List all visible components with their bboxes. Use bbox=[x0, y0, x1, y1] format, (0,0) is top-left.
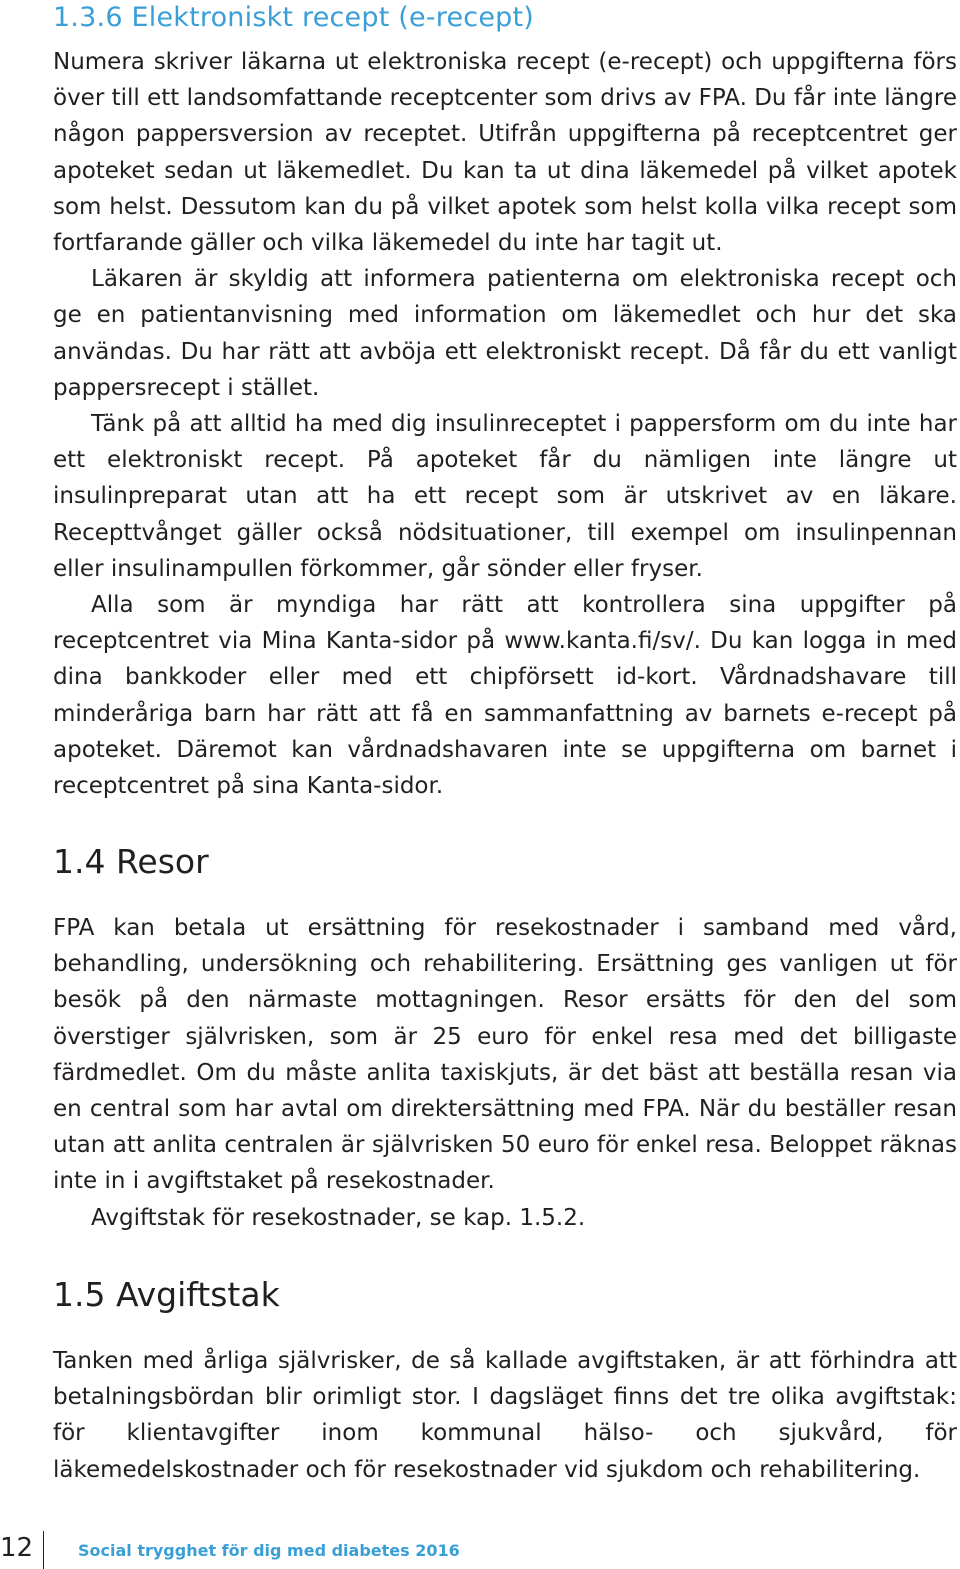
paragraph: Tanken med årliga självrisker, de så kallade avgiftstaken, är att förhindra att betalningsbördan blir orimligt stor. I dagsläget finns det tre olika avgiftstak: för klientavgifter inom kommunal hälso- och sjukvård, för läkemedelskostnader och för resekostnader vid sjukdom och rehabilitering. bbox=[53, 1348, 957, 1483]
page-number: 12 bbox=[0, 1533, 34, 1563]
section-1-5-body bbox=[53, 1343, 957, 1488]
paragraph: Läkaren är skyldig att informera patienterna om elektroniska recept och ge en patientanvisning med information om läkemedlet och hur det ska användas. Du har rätt att avböja ett elektroniskt recept. Då får du ett vanligt pappersrecept i stället. bbox=[53, 266, 957, 401]
footer-divider bbox=[43, 1531, 44, 1569]
section-heading-1-3-6: 1.3.6 Elektroniskt recept (e-recept) bbox=[53, 2, 534, 33]
paragraph: Tänk på att alltid ha med dig insulinreceptet i pappersform om du inte har ett elektroniskt recept. På apoteket får du nämligen inte längre ut insulinpreparat utan att ha ett recept som är utskrivet av en läkare. Recepttvånget gäller också nödsituationer, till exempel om insulinpennan eller insulinampullen förkommer, går sönder eller fryser. bbox=[53, 411, 957, 582]
paragraph: FPA kan betala ut ersättning för resekostnader i samband med vård, behandling, undersökning och rehabilitering. Ersättning ges vanligen ut för besök på den närmaste mottagningen. Resor ersätts för den del som överstiger självrisken, som är 25 euro för enkel resa med det billigaste färdmedlet. Om du måste anlita taxiskjuts, är det bäst att beställa resan via en central som har avtal om direktersättning med FPA. När du beställer resan utan att anlita centralen är självrisken 50 euro för enkel resa. Beloppet räknas inte in i avgiftstaket på resekostnader. bbox=[53, 915, 957, 1195]
section-1-4-body bbox=[53, 910, 957, 1236]
section-heading-1-4: 1.4 Resor bbox=[53, 842, 209, 881]
paragraph: Numera skriver läkarna ut elektroniska recept (e-recept) och uppgifterna förs över till ett landsomfattande receptcenter som drivs av FPA. Du får inte längre någon pappersversion av receptet. Utifrån uppgifterna på receptcentret ger apoteket sedan ut läkemedlet. Du kan ta ut dina läkemedel på vilket apotek som helst. Dessutom kan du på vilket apotek som helst kolla vilka recept som fortfarande gäller och vilka läkemedel du inte har tagit ut. bbox=[53, 49, 957, 257]
section-heading-1-5: 1.5 Avgiftstak bbox=[53, 1275, 280, 1314]
paragraph: Alla som är myndiga har rätt att kontrollera sina uppgifter på receptcentret via Mina Kanta-sidor på www.kanta.fi/sv/. Du kan logga in med dina bankkoder eller med ett chipförsett id-kort. Vårdnadshavare till minderåriga barn har rätt att få en sammanfattning av barnets e-recept på apoteket. Däremot kan vårdnadshavaren inte se uppgifterna om barnet i receptcentret på sina Kanta-sidor. bbox=[53, 592, 957, 800]
footer-publication-title: Social trygghet för dig med diabetes 2016 bbox=[78, 1541, 460, 1560]
paragraph: Avgiftstak för resekostnader, se kap. 1.5.2. bbox=[91, 1204, 586, 1231]
section-1-3-6-body bbox=[53, 44, 957, 804]
